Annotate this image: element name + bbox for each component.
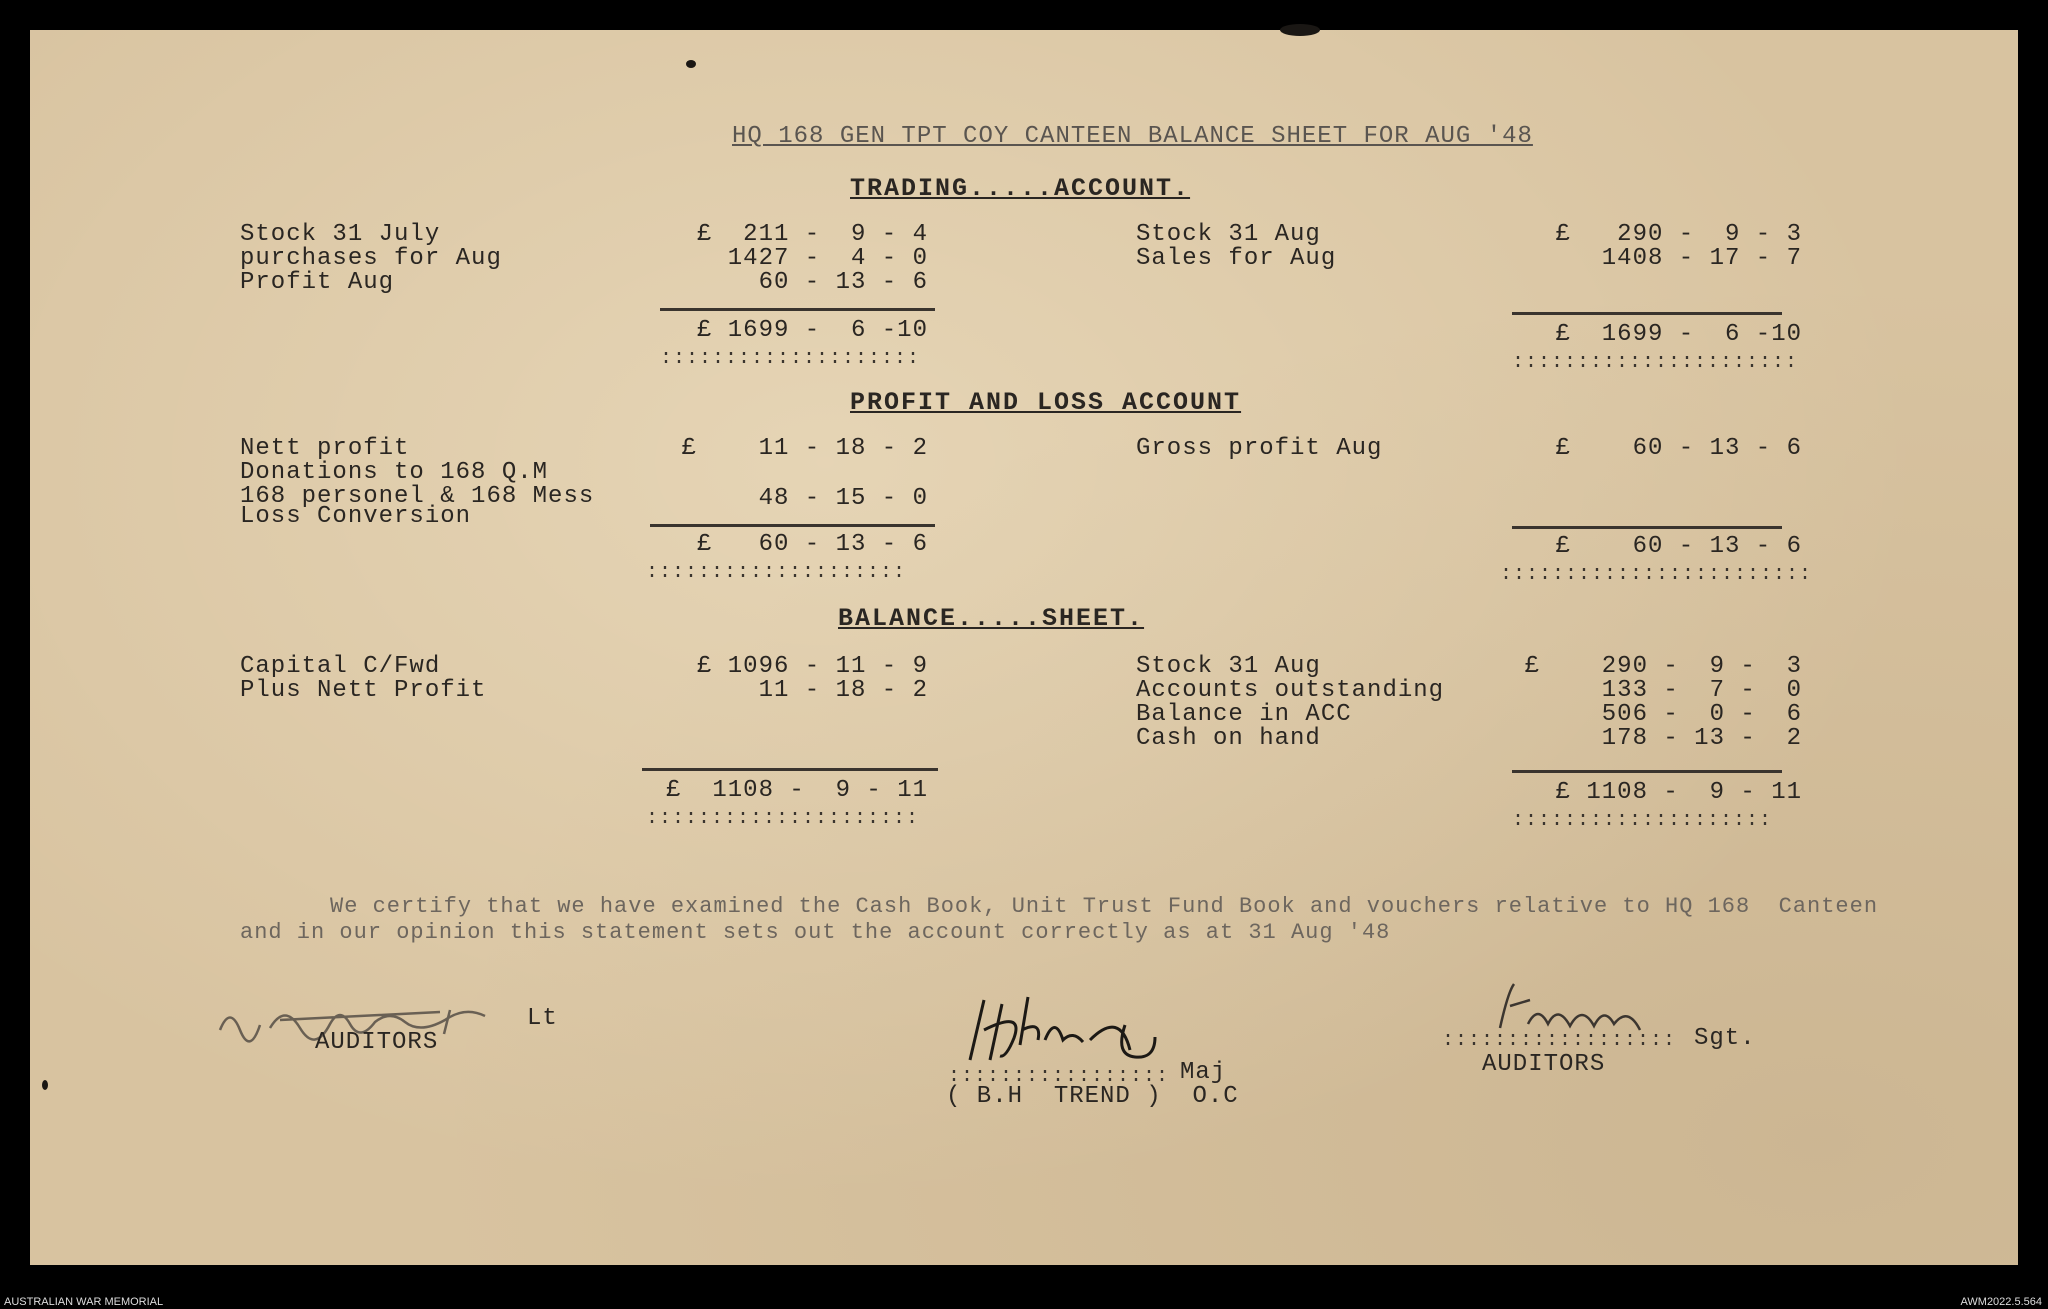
right-signature-role: AUDITORS	[1482, 1051, 1606, 1078]
profit-loss-right-label: Gross profit Aug	[1136, 435, 1383, 462]
balance-left-total: £ 1108 - 9 - 11	[666, 777, 928, 804]
balance-left-label: Plus Nett Profit	[240, 677, 487, 704]
profit-loss-right-double-dots: ::::::::::::::::::::::::	[1500, 563, 1813, 586]
profit-loss-left-total: £ 60 - 13 - 6	[696, 531, 928, 558]
trading-right-amount: £ 290 - 9 - 3	[1555, 221, 1802, 248]
profit-loss-left-amount: 48 - 15 - 0	[758, 485, 928, 512]
profit-loss-right-total-rule	[1512, 526, 1782, 529]
balance-right-label: Balance in ACC	[1136, 701, 1352, 728]
profit-loss-left-label: Donations to 168 Q.M	[240, 459, 549, 486]
profit-loss-left-amount: £ 11 - 18 - 2	[681, 435, 928, 462]
profit-loss-left-label: 168 personel & 168 Mess	[240, 483, 595, 510]
profit-loss-left-total-rule	[650, 524, 935, 527]
balance-left-total-rule	[642, 768, 938, 771]
balance-right-label: Accounts outstanding	[1136, 677, 1445, 704]
balance-right-label: Cash on hand	[1136, 725, 1321, 752]
balance-right-amount: £ 290 - 9 - 3	[1524, 653, 1802, 680]
balance-right-amount: 178 - 13 - 2	[1601, 725, 1802, 752]
profit-loss-left-label: Nett profit	[240, 435, 410, 462]
center-signature-dotted-line: :::::::::::::::::	[948, 1065, 1170, 1088]
balance-left-amount: 11 - 18 - 2	[758, 677, 928, 704]
center-signature	[950, 990, 1210, 1070]
trading-right-label: Sales for Aug	[1136, 245, 1337, 272]
center-signature-name: ( B.H TREND ) O.C	[946, 1083, 1239, 1110]
balance-right-amount: 506 - 0 - 6	[1601, 701, 1802, 728]
document-sheet	[30, 30, 2018, 1265]
document-title: HQ 168 GEN TPT COY CANTEEN BALANCE SHEET FOR AUG '48	[732, 123, 1533, 150]
profit-loss-heading: PROFIT AND LOSS ACCOUNT	[850, 388, 1242, 417]
balance-left-double-dots: :::::::::::::::::::::	[646, 807, 920, 830]
trading-left-label: purchases for Aug	[240, 245, 502, 272]
ink-spot	[42, 1080, 48, 1090]
certification-line: and in our opinion this statement sets out the account correctly as at 31 Aug '48	[240, 920, 1391, 945]
trading-left-double-dots: ::::::::::::::::::::	[660, 347, 921, 370]
trading-left-label: Profit Aug	[240, 269, 395, 296]
balance-left-amount: £ 1096 - 11 - 9	[696, 653, 928, 680]
center-signature-rank: Maj	[1180, 1059, 1227, 1086]
balance-right-label: Stock 31 Aug	[1136, 653, 1321, 680]
trading-left-total-rule	[660, 308, 935, 311]
balance-left-label: Capital C/Fwd	[240, 653, 441, 680]
balance-heading: BALANCE.....SHEET.	[838, 604, 1145, 633]
balance-right-total-rule	[1512, 770, 1782, 773]
punch-hole	[1280, 24, 1320, 36]
trading-right-double-dots: ::::::::::::::::::::::	[1512, 351, 1799, 374]
trading-right-total-rule	[1512, 312, 1782, 315]
trading-right-label: Stock 31 Aug	[1136, 221, 1321, 248]
profit-loss-left-label: Loss Conversion	[240, 503, 472, 530]
profit-loss-right-amount: £ 60 - 13 - 6	[1555, 435, 1802, 462]
trading-left-amount: 1427 - 4 - 0	[727, 245, 928, 272]
footer-reference: AWM2022.5.564	[1960, 1296, 2042, 1308]
right-signature-rank: Sgt.	[1694, 1025, 1756, 1052]
trading-left-amount: 60 - 13 - 6	[758, 269, 928, 296]
left-signature-role: AUDITORS	[315, 1029, 439, 1056]
ink-spot	[686, 60, 696, 68]
trading-left-label: Stock 31 July	[240, 221, 441, 248]
left-signature-rank: Lt	[527, 1005, 558, 1032]
balance-right-amount: 133 - 7 - 0	[1601, 677, 1802, 704]
balance-right-total: £ 1108 - 9 - 11	[1555, 779, 1802, 806]
profit-loss-left-double-dots: ::::::::::::::::::::	[646, 561, 907, 584]
trading-left-total: £ 1699 - 6 -10	[696, 317, 928, 344]
balance-right-double-dots: ::::::::::::::::::::	[1512, 809, 1773, 832]
trading-left-amount: £ 211 - 9 - 4	[696, 221, 928, 248]
right-signature-dotted-line: ::::::::::::::::::	[1442, 1029, 1677, 1052]
footer-credit: AUSTRALIAN WAR MEMORIAL	[4, 1296, 164, 1308]
trading-right-total: £ 1699 - 6 -10	[1555, 321, 1802, 348]
trading-right-amount: 1408 - 17 - 7	[1601, 245, 1802, 272]
profit-loss-right-total: £ 60 - 13 - 6	[1555, 533, 1802, 560]
certification-line: We certify that we have examined the Cash Book, Unit Trust Fund Book and vouchers relative to HQ 168 Canteen	[330, 894, 1879, 919]
trading-heading: TRADING.....ACCOUNT.	[850, 174, 1191, 203]
